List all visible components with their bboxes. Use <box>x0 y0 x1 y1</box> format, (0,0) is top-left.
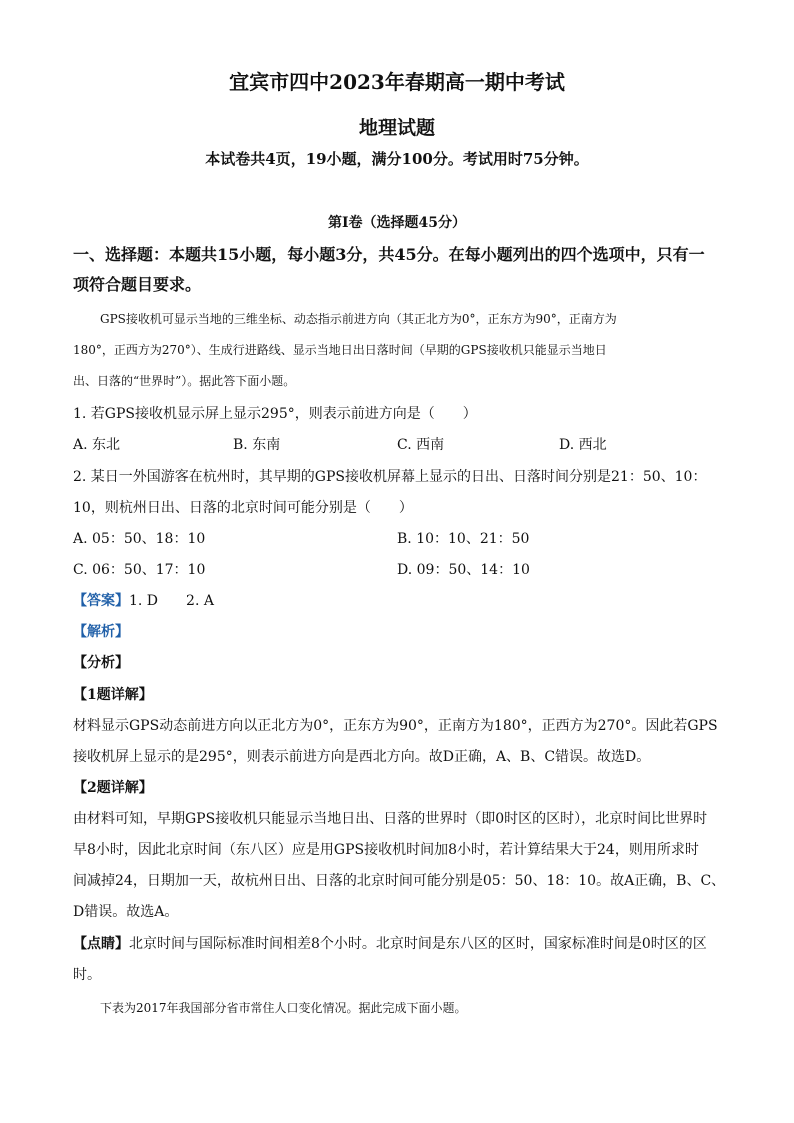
question-1-stem: 1. 若GPS接收机显示屏上显示295°，则表示前进方向是（ ） <box>73 406 477 422</box>
question-1-option-c: C. 西南 <box>397 437 445 453</box>
q2-detail-line1: 由材料可知，早期GPS接收机只能显示当地日出、日落的世界时（即0时区的区时），北京时间比世界时 <box>73 811 708 827</box>
question-2-option-b: B. 10：10、21：50 <box>397 531 530 547</box>
q2-detail-line2: 早8小时，因此北京时间（东八区）应是用GPS接收机时间加8小时，若计算结果大于24，则用所求时 <box>73 842 699 858</box>
question-2-option-a: A. 05：50、18：10 <box>73 531 206 547</box>
q2-detail-tag: 【2题详解】 <box>73 780 153 796</box>
material-line1: GPS接收机可显示当地的三维坐标、动态指示前进方向（其正北方为0°，正东方为90°，正南方为 <box>100 312 617 326</box>
question-2-stem-line2: 10，则杭州日出、日落的北京时间可能分别是（ ） <box>73 500 413 516</box>
q1-detail-line2: 接收机屏上显示的是295°，则表示前进方向是西北方向。故D正确，A、B、C错误。故选D。 <box>73 749 651 765</box>
question-2-option-c: C. 06：50、17：10 <box>73 562 206 578</box>
section-instruction-line2: 项符合题目要求。 <box>73 275 202 294</box>
exam-title: 宜宾市四中2023年春期高一期中考试 <box>229 70 565 94</box>
material-line3: 出、日落的“世界时”）。据此答下面小题。 <box>73 374 296 388</box>
q1-detail-tag: 【1题详解】 <box>73 687 153 703</box>
dianjing-text: 北京时间与国际标准时间相差8个小时。北京时间是东八区的区时，国家标准时间是0时区的区 <box>129 936 707 952</box>
question-1-option-d: D. 西北 <box>559 437 607 453</box>
exam-subtitle: 地理试题 <box>358 117 435 139</box>
question-1-option-b: B. 东南 <box>233 437 281 453</box>
fenxi-tag: 【分析】 <box>73 655 129 671</box>
answer-tag: 【答案】 <box>73 593 129 609</box>
material-line2: 180°，正西方为270°）、生成行进路线、显示当地日出日落时间（早期的GPS接收机只能显示当地日 <box>73 343 607 357</box>
exam-info: 本试卷共4页，19小题，满分100分。考试用时75分钟。 <box>205 150 589 168</box>
question-1-option-a: A. 东北 <box>73 437 121 453</box>
analysis-tag: 【解析】 <box>73 624 129 640</box>
question-2-option-d: D. 09：50、14：10 <box>397 562 530 578</box>
next-material: 下表为2017年我国部分省市常住人口变化情况。据此完成下面小题。 <box>100 1001 467 1015</box>
dianjing-line1 <box>73 933 707 953</box>
q1-detail-line1: 材料显示GPS动态前进方向以正北方为0°，正东方为90°，正南方为180°，正西方为270°。因此若GPS <box>73 718 718 734</box>
section-heading: 第I卷（选择题45分） <box>327 215 467 231</box>
q2-detail-line3: 间减掉24，日期加一天，故杭州日出、日落的北京时间可能分别是05：50、18：10。故A正确，B、C、 <box>73 873 726 889</box>
dianjing-tag: 【点睛】 <box>73 936 129 952</box>
section-instruction-line1: 一、选择题：本题共15小题，每小题3分，共45分。在每小题列出的四个选项中，只有一 <box>73 245 705 264</box>
question-2-stem-line1: 2. 某日一外国游客在杭州时，其早期的GPS接收机屏幕上显示的日出、日落时间分别是21：50、10： <box>73 469 707 485</box>
q2-detail-line4: D错误。故选A。 <box>73 904 179 920</box>
answer-line <box>73 590 214 610</box>
answer-text: 1. D 2. A <box>129 593 214 609</box>
dianjing-line2: 时。 <box>73 967 101 983</box>
